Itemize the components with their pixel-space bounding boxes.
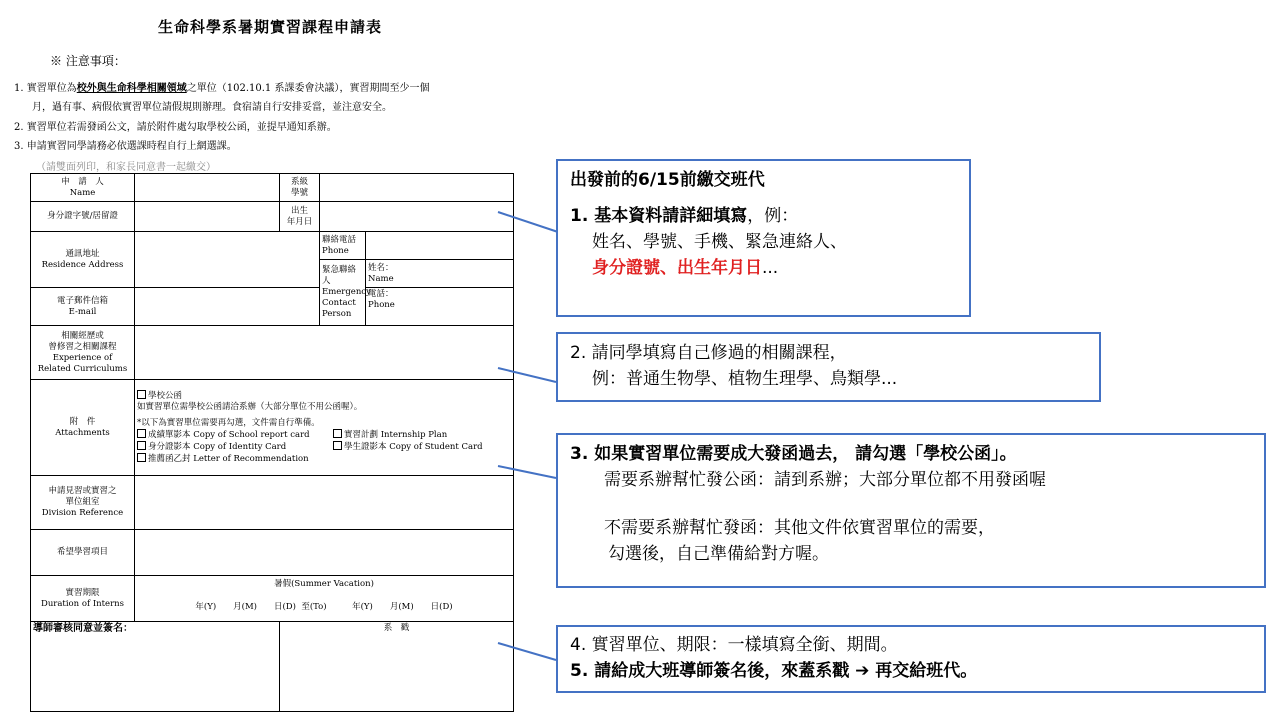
address-label: 通訊地址 Residence Address (31, 232, 135, 288)
applicant-name-label: 申 請 人 Name (31, 174, 135, 202)
callout-1-title: 出發前的6/15前繳交班代 (570, 170, 765, 190)
callout-2-line1: 2. 請同學填寫自己修過的相關課程， (570, 343, 847, 363)
callout-3-line2: 需要系辦幫忙發公函：請到系辦；大部分單位都不用發函喔 (604, 470, 1046, 490)
att-school-note: 如實習單位需學校公函請洽系辦（大部分單位不用公函喔）。 (137, 402, 363, 412)
division-label: 申請見習或實習之 單位組室 Division Reference (31, 476, 135, 530)
callout-1-line1-bold: 1. 基本資料請詳細填寫 (570, 206, 748, 226)
att-letter-label: 推薦函乙封 Letter of Recommendation (148, 454, 309, 464)
connector-line-1 (498, 212, 558, 232)
print-note: （請雙面列印，和家長同意書一起繳交） (36, 162, 216, 173)
callout-3-line4: 勾選後，自己準備給對方喔。 (608, 544, 829, 564)
att-report-label: 成績單影本 Copy of School report card (148, 430, 310, 440)
callout-duration-signature (556, 625, 1266, 693)
att-plan-label: 實習計劃 Internship Plan (344, 430, 448, 440)
callout-3-line3: 不需要系辦幫忙發函：其他文件依實習單位的需要， (604, 518, 995, 538)
callout-1-ellipsis: ... (762, 258, 779, 278)
rule-1-suffix: 之單位（102.10.1 系課委會決議），實習期間至少一個 (186, 83, 430, 94)
emergency-name-field[interactable]: 姓名： Name (366, 260, 514, 288)
callout-attachments (556, 433, 1266, 588)
rule-2: 2. 實習單位若需發函公文，請於附件處勾取學校公函，並提早通知系辦。 (14, 122, 337, 133)
rule-3: 3. 申請實習同學請務必依選課時程自行上網選課。 (14, 141, 237, 152)
callout-4-line2: 5. 請給成大班導師簽名後，來蓋系戳 ➔ 再交給班代。 (570, 661, 978, 681)
emergency-phone-field[interactable]: 電話： Phone (366, 288, 514, 326)
hope-label: 希望學習項目 (31, 530, 135, 576)
email-label: 電子郵件信箱 E-mail (31, 288, 135, 326)
stamp-field[interactable]: 系 戳 (280, 622, 514, 712)
callout-3-line1: 3. 如果實習單位需要成大發函過去， 請勾選「學校公函」。 (570, 444, 1017, 464)
dept-label: 系級 學號 (280, 174, 320, 202)
id-label: 身分證字號/居留證 (31, 202, 135, 232)
callout-1-line3 (570, 255, 957, 281)
callout-1-line2: 姓名、學號、手機、緊急連絡人、 (592, 232, 847, 252)
emergency-label: 緊急聯絡人 Emergency Contact Person (320, 260, 366, 326)
advisor-signature-field[interactable]: 導師審核同意並簽名： (31, 622, 280, 712)
connector-line-3 (498, 466, 556, 478)
date-row: 年(Y) 月(M) 日(D) 至(To) 年(Y) 月(M) 日(D) (195, 602, 453, 612)
birth-label: 出生 年月日 (280, 202, 320, 232)
callout-4-line1: 4. 實習單位、期限：一樣填寫全銜、期間。 (570, 635, 898, 655)
form-title: 生命科學系暑期實習課程申請表 (157, 18, 382, 36)
experience-label: 相關經歷或 曾修習之相關課程 Experience of Related Curriculums (31, 326, 135, 380)
phone-label: 聯絡電話 Phone (320, 232, 366, 260)
notes-heading: ※ 注意事項： (50, 54, 126, 68)
summer-label: 暑假(Summer Vacation) (274, 579, 374, 589)
rule-1-underlined: 校外與生命科學相關領域 (76, 83, 187, 94)
rule-1-line2: 月，過有事、病假依實習單位請假規則辦理。食宿請自行安排妥當，並注意安全。 (32, 102, 392, 113)
att-id-label: 身分證影本 Copy of Identity Card (148, 442, 287, 452)
callout-2-line2: 例：普通生物學、植物生理學、鳥類學... (592, 369, 898, 389)
attachments-label: 附 件 Attachments (31, 380, 135, 476)
connector-line-4 (498, 643, 556, 660)
duration-label: 實習期限 Duration of Interns (31, 576, 135, 622)
callout-courses (556, 332, 1101, 402)
callout-basic-info (556, 159, 971, 317)
callout-1-line1 (570, 203, 957, 229)
callout-1-red-text: 身分證號、出生年月日 (592, 258, 762, 278)
callout-1-line1-rest: ，例： (747, 206, 799, 226)
att-note: *以下為實習單位需要再勾選，文件需自行準備。 (137, 418, 320, 428)
connector-line-2 (498, 368, 556, 382)
att-student-label: 學生證影本 Copy of Student Card (344, 442, 483, 452)
att-school-label: 學校公函 (148, 391, 183, 401)
rule-1-prefix: 1. 實習單位為 (14, 83, 77, 94)
